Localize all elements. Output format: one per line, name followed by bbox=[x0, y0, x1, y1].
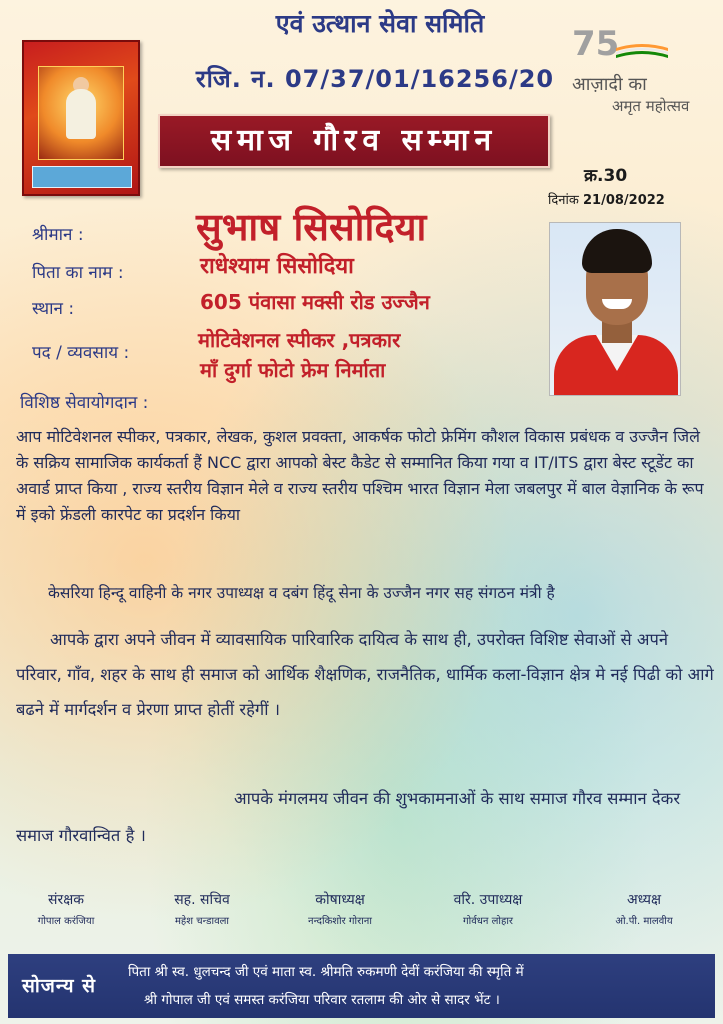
signatory-name: ओ.पी. मालवीय bbox=[615, 916, 673, 927]
post-value-line-2: माँ दुर्गा फोटो फ्रेम निर्माता bbox=[200, 358, 386, 382]
courtesy-line-1: पिता श्री स्व. धुलचन्द जी एवं माता स्व. श्रीमति रुकमणी देवीं करंजिया की स्मृति में bbox=[128, 964, 524, 980]
signatory-title: सह. सचिव bbox=[174, 892, 230, 908]
organization-name: एवं उत्थान सेवा समिति bbox=[275, 9, 485, 38]
logo-number: 75 bbox=[572, 24, 620, 64]
signatory-title: वरि. उपाध्यक्ष bbox=[453, 892, 523, 908]
place-label: स्थान : bbox=[32, 299, 75, 319]
signatory-name: गोर्वधन लोहार bbox=[462, 916, 514, 927]
recipient-photo bbox=[549, 222, 681, 396]
recipient-name: सुभाष सिसोदिया bbox=[196, 205, 427, 249]
signatory-title: अध्यक्ष bbox=[626, 892, 662, 908]
deity-illustration bbox=[38, 66, 124, 160]
closing-paragraph: आपके मंगलमय जीवन की शुभकामनाओं के साथ समाज गौरव सम्मान देकर समाज गौरवान्वित है । bbox=[16, 789, 681, 845]
flag-swoosh-icon bbox=[614, 42, 670, 62]
post-label: पद / व्यवसाय : bbox=[32, 343, 130, 363]
father-name: राधेश्याम सिसोदिया bbox=[200, 254, 354, 279]
place-value: 605 पंवासा मक्सी रोड उज्जैन bbox=[200, 290, 430, 314]
contribution-paragraph-1: आप मोटिवेशनल स्पीकर, पत्रकार, लेखक, कुशल प्रवक्ता, आकर्षक फोटो फ्रेमिंग कौशल विकास प्रबंधक व उज्जैन जिले के सक्रिय सामाजिक कार्यकर्ता हैं NCC द्वारा आपको बेस्ट कैडेट से सम्मानित किया गया व IT/ITS द्वारा बेस्ट स्टूडेंट का अवार्ड प्राप्त किया , राज्य स्तरीय विज्ञान मेले व राज्य स्तरीय पश्चिम भारत विज्ञान मेला जबलपुर में बाल वेज्ञानिक के रूप में इको फ्रेंडली कारपेट का प्रदर्शन किया bbox=[16, 427, 704, 524]
signatory-president bbox=[574, 890, 714, 927]
father-name-label: पिता का नाम : bbox=[32, 263, 124, 283]
contribution-paragraph-3: आपके द्वारा अपने जीवन में व्यावसायिक पारिवारिक दायित्व के साथ ही, उपरोक्त विशिष्ट सेवाओं से अपने परिवार, गाँव, शहर के साथ ही समाज को आर्थिक शैक्षणिक, राजनैतिक, धार्मिक कला-विज्ञान क्षेत्र मे नई पिढी को आगे बढने में मार्गदर्शन व प्रेरणा प्राप्त होतीं रहेगीं । bbox=[16, 630, 714, 719]
signatory-joint-secretary bbox=[132, 890, 272, 927]
courtesy-line-2: श्री गोपाल जी एवं समस्त करंजिया परिवार रतलाम की ओर से सादर भेंट । bbox=[144, 992, 500, 1008]
date-value: 21/08/2022 bbox=[582, 193, 665, 208]
contribution-paragraph-2: केसरिया हिन्दू वाहिनी के नगर उपाध्यक्ष व दबंग हिंदू सेना के उज्जैन नगर सह संगठन मंत्री है bbox=[48, 584, 555, 602]
registration-number: रजि. न. 07/37/01/16256/20 bbox=[195, 65, 555, 93]
azadi-amrit-mahotsav-logo bbox=[568, 24, 698, 114]
post-value-line-1: मोटिवेशनल स्पीकर ,पत्रकार bbox=[198, 328, 401, 352]
book-cover-strip bbox=[32, 166, 132, 188]
courtesy-footer bbox=[8, 954, 715, 1018]
book-cover-image bbox=[22, 40, 140, 196]
signatory-patron bbox=[0, 890, 136, 927]
signatory-name: नन्दकिशोर गोराना bbox=[308, 916, 372, 927]
logo-line-2: अमृत महोत्सव bbox=[612, 97, 690, 115]
award-title-banner: समाज गौरव सम्मान bbox=[158, 114, 550, 168]
signatory-title: कोषाध्यक्ष bbox=[315, 892, 365, 908]
date-label: दिनांक bbox=[548, 193, 579, 208]
logo-line-1: आज़ादी का bbox=[572, 74, 647, 95]
signatory-name: महेश चन्डावला bbox=[174, 916, 230, 927]
serial-number: क्र.30 bbox=[584, 166, 628, 186]
contribution-heading: विशिष्ठ सेवायोगदान : bbox=[20, 393, 149, 413]
signatory-senior-vice-president bbox=[418, 890, 558, 927]
signatory-name: गोपाल करंजिया bbox=[37, 916, 95, 927]
courtesy-label: सोजन्य से bbox=[22, 975, 96, 997]
name-label: श्रीमान : bbox=[32, 225, 84, 245]
signatory-treasurer bbox=[270, 890, 410, 927]
signatory-title: संरक्षक bbox=[48, 892, 84, 908]
date bbox=[548, 190, 665, 208]
